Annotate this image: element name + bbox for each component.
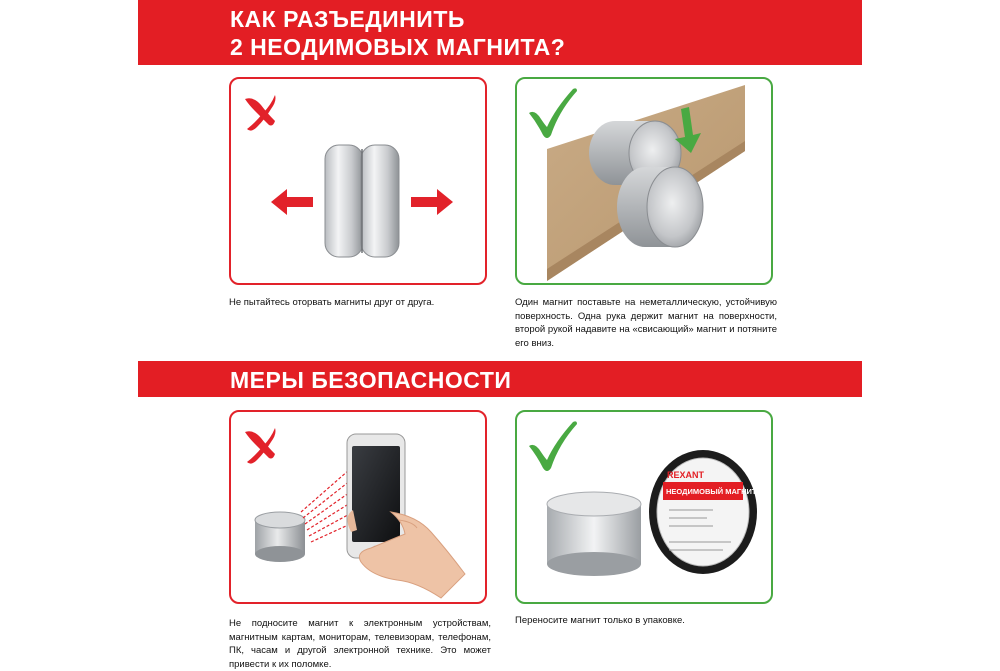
cross-icon: [245, 428, 276, 464]
header-banner-separation: [138, 0, 862, 65]
arrow-left-icon: [271, 189, 313, 215]
cross-icon: [245, 95, 276, 131]
package-tin-image: [649, 450, 757, 574]
check-icon: [529, 88, 577, 138]
magnet-cylinder-image: [255, 512, 305, 562]
header-title-line1: КАК РАЗЪЕДИНИТЬ: [230, 6, 465, 32]
magnet-pair-image: [325, 145, 399, 257]
caption-wrong-electronics: Не подносите магнит к электронным устройствам, магнитным картам, мониторам, телевизорам, телефонам, ПК, часам и другой электронной технике. Это может привести к их поломке.: [229, 618, 491, 670]
header-safety-title: МЕРЫ БЕЗОПАСНОСТИ: [230, 367, 512, 393]
check-icon: [529, 421, 577, 471]
caption-wrong-pull-apart: Не пытайтесь оторвать магниты друг от друга.: [229, 297, 435, 308]
header-title-line2: 2 НЕОДИМОВЫХ МАГНИТА?: [230, 34, 566, 60]
panel-wrong-pull-apart: [229, 77, 487, 285]
panel-right-lever-method: [515, 77, 773, 285]
package-label: НЕОДИМОВЫЙ МАГНИТ: [666, 487, 757, 496]
arrow-right-icon: [411, 189, 453, 215]
caption-right-package: Переносите магнит только в упаковке.: [515, 615, 685, 626]
header-banner-safety: [138, 361, 862, 397]
package-brand: REXANT: [667, 470, 705, 480]
caption-right-lever-method: Один магнит поставьте на неметаллическую, устойчивую поверхность. Одна рука держит магнит на поверхности, второй рукой надавите на «свисающий» магнит и потяните его вниз.: [515, 297, 777, 349]
panel-wrong-electronics: [229, 410, 487, 604]
magnet-cylinder-image: [547, 492, 641, 576]
panel-right-package: [515, 410, 773, 604]
